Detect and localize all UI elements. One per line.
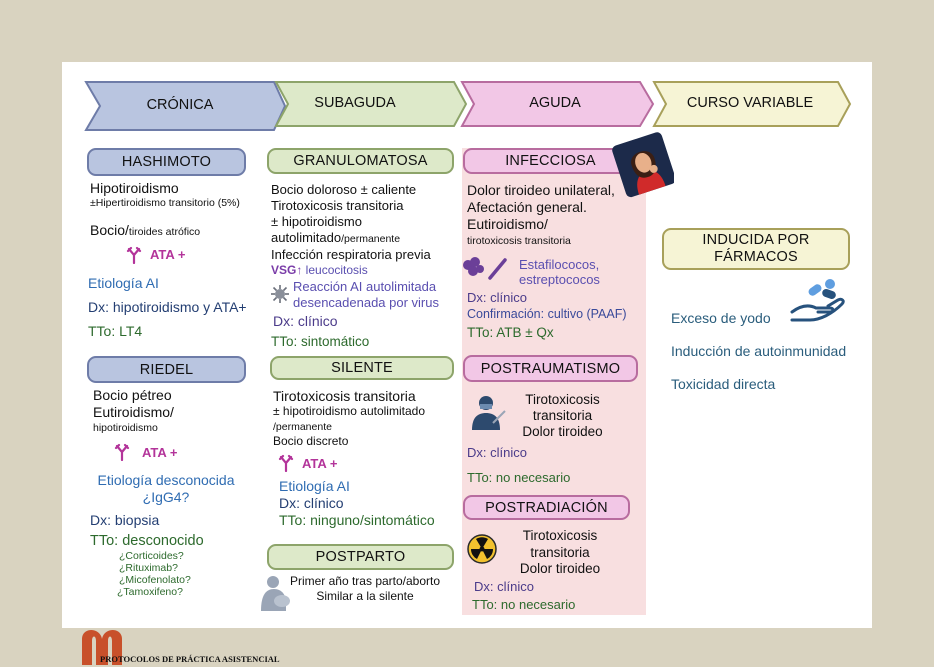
postparto-line2: Similar a la silente: [316, 589, 414, 603]
granulomatosa-line5: Infección respiratoria previa: [271, 247, 431, 262]
silente-etiologia: Etiología AI: [279, 478, 350, 494]
farmacos-title-line2: FÁRMACOS: [714, 249, 798, 265]
postradiacion-title: POSTRADIACIÓN: [463, 495, 630, 520]
infecciosa-dx: Dx: clínico: [467, 290, 527, 305]
granulomatosa-permanente: /permanente: [341, 233, 401, 245]
granulomatosa-leucocitosis: leucocitosis: [302, 263, 368, 277]
silente-line2: ± hipotiroidismo autolimitado: [273, 404, 425, 418]
farmacos-item1: Exceso de yodo: [671, 310, 771, 326]
granulomatosa-dx: Dx: clínico: [273, 313, 338, 329]
hashimoto-line3: [90, 222, 200, 238]
postraumatismo-line3: Dolor tiroideo: [522, 424, 603, 439]
infecciosa-line1: Dolor tiroideo unilateral,: [467, 182, 615, 198]
postraumatismo-title: POSTRAUMATISMO: [463, 355, 638, 382]
granulomatosa-reaccion2: desencadenada por virus: [293, 295, 439, 310]
doctor-icon: [469, 393, 507, 431]
granulomatosa-line2: Tirotoxicosis transitoria: [271, 198, 404, 213]
radiation-icon: [467, 534, 497, 564]
riedel-etiologia1: Etiología desconocida: [97, 472, 235, 488]
infecciosa-confirmacion: Confirmación: cultivo (PAAF): [467, 307, 627, 321]
postraumatismo-line1: Tirotoxicosis: [525, 392, 600, 407]
riedel-tto: TTo: desconocido: [90, 533, 204, 549]
riedel-title: RIEDEL: [87, 356, 246, 383]
riedel-line1: Bocio pétreo: [93, 387, 172, 403]
riedel-ata: ATA +: [142, 445, 178, 460]
granulomatosa-vsg: VSG↑: [271, 263, 303, 277]
infecciosa-tto: TTo: ATB ± Qx: [467, 325, 554, 340]
farmacos-title: [662, 228, 850, 270]
postraumatismo-line2: transitoria: [532, 408, 593, 423]
riedel-opt3: ¿Micofenolato?: [119, 574, 191, 586]
postparto-line1: Primer año tras parto/aborto: [289, 574, 441, 588]
hashimoto-line1: Hipotiroidismo: [90, 180, 179, 196]
riedel-opt2: ¿Rituximab?: [119, 562, 178, 574]
infecciosa-bacteria1: Estafilococos,: [519, 257, 600, 272]
farmacos-item3: Toxicidad directa: [671, 376, 776, 392]
riedel-line2: Eutiroidismo/: [93, 404, 174, 420]
postradiacion-line3: Dolor tiroideo: [519, 561, 601, 576]
hashimoto-title: HASHIMOTO: [87, 148, 246, 176]
antibody-icon: [126, 246, 142, 264]
hashimoto-line2: ±Hipertiroidismo transitorio (5%): [90, 197, 240, 209]
stage-aguda: AGUDA: [529, 95, 581, 111]
postradiacion-line2: transitoria: [530, 545, 590, 560]
silente-title: SILENTE: [270, 356, 454, 380]
postraumatismo-tto: TTo: no necesario: [467, 470, 571, 485]
hashimoto-tto: TTo: LT4: [88, 323, 143, 339]
patient-pain-icon: [612, 132, 674, 198]
riedel-opt1: ¿Corticoides?: [119, 550, 184, 562]
silente-tto: TTo: ninguno/sintomático: [279, 512, 435, 528]
footer-text: PROTOCOLOS DE PRÁCTICA ASISTENCIAL: [100, 654, 280, 664]
granulomatosa-autolimitado: autolimitado: [271, 230, 342, 245]
stage-cronica: CRÓNICA: [146, 97, 214, 113]
infecciosa-line2: Afectación general.: [467, 199, 587, 215]
silente-line4: Bocio discreto: [273, 434, 349, 448]
farmacos-title-line1: INDUCIDA POR: [702, 231, 810, 248]
silente-line1: Tirotoxicosis transitoria: [273, 388, 416, 404]
antibody-icon: [278, 454, 294, 472]
hashimoto-atrofico: tiroides atrófico: [128, 226, 201, 238]
hashimoto-dx: Dx: hipotiroidismo y ATA+: [88, 299, 247, 315]
riedel-line3: hipotiroidismo: [93, 422, 158, 434]
granulomatosa-line3: ± hipotiroidismo: [271, 214, 362, 229]
riedel-dx: Dx: biopsia: [90, 512, 160, 528]
stage-curso-variable: CURSO VARIABLE: [686, 95, 814, 111]
granulomatosa-line1: Bocio doloroso ± caliente: [271, 182, 417, 197]
postradiacion-dx: Dx: clínico: [474, 579, 534, 594]
silente-line3: /permanente: [273, 421, 332, 433]
silente-ata: ATA +: [302, 456, 338, 471]
granulomatosa-tto: TTo: sintomático: [271, 334, 370, 349]
silente-dx: Dx: clínico: [279, 495, 344, 511]
hashimoto-etiologia: Etiología AI: [88, 275, 159, 291]
postradiacion-line1: Tirotoxicosis: [522, 528, 598, 543]
granulomatosa-line4: [271, 231, 400, 246]
riedel-opt4: ¿Tamoxifeno?: [117, 586, 183, 598]
postparto-title: POSTPARTO: [267, 544, 454, 570]
infecciosa-bacteria2: estreptococos: [519, 272, 600, 287]
antibody-icon: [114, 443, 130, 461]
granulomatosa-title: GRANULOMATOSA: [267, 148, 454, 174]
virus-icon: [270, 284, 290, 304]
bacteria-icon: [461, 254, 513, 282]
hashimoto-ata: ATA +: [150, 247, 186, 262]
infecciosa-line3: Eutiroidismo/: [467, 216, 548, 232]
infecciosa-title: INFECCIOSA: [463, 148, 638, 174]
postraumatismo-dx: Dx: clínico: [467, 445, 527, 460]
granulomatosa-reaccion1: Reacción AI autolimitada: [293, 279, 437, 294]
granulomatosa-vsg-line: [271, 264, 368, 278]
infecciosa-line4: tirotoxicosis transitoria: [467, 235, 571, 247]
farmacos-item2: Inducción de autoinmunidad: [671, 343, 847, 359]
pills-hand-icon: [790, 276, 846, 322]
riedel-etiologia2: ¿IgG4?: [142, 489, 190, 505]
postradiacion-tto: TTo: no necesario: [472, 597, 576, 612]
hashimoto-bocio: Bocio/: [90, 222, 129, 238]
stage-subaguda: SUBAGUDA: [314, 95, 396, 111]
